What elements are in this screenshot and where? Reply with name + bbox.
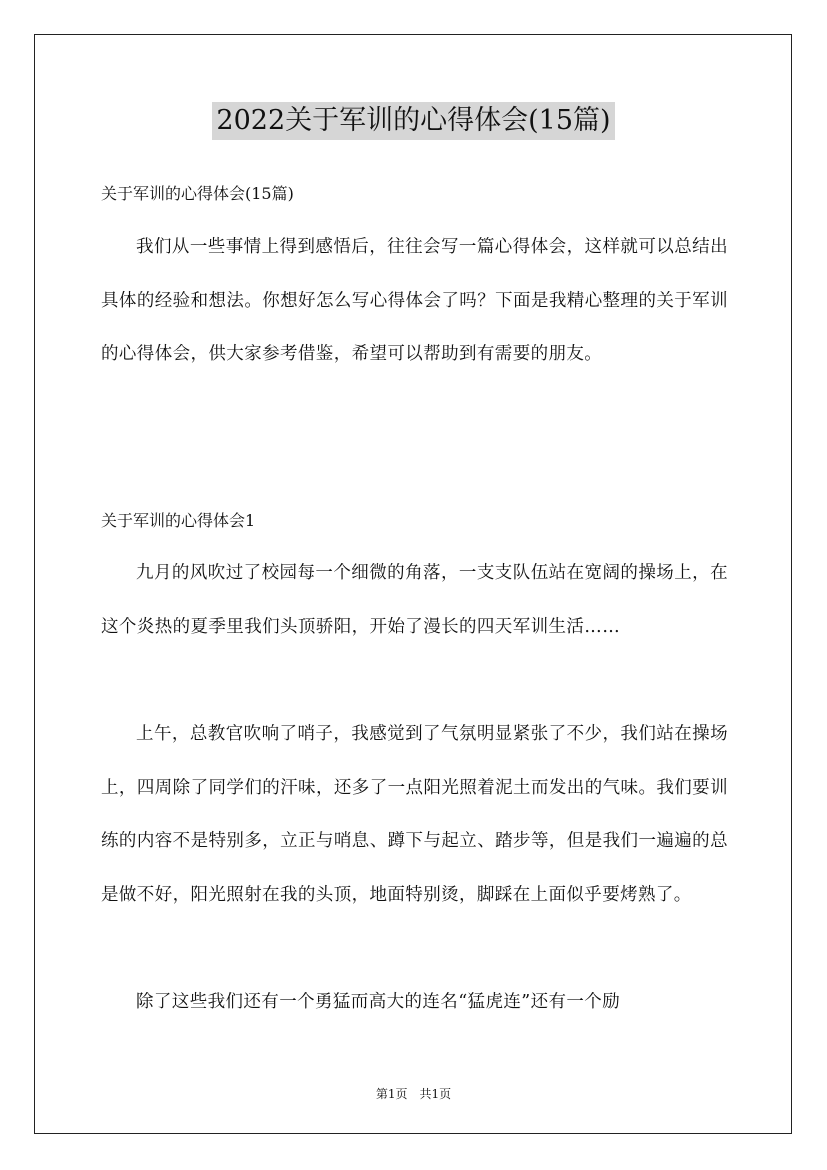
body-paragraph: 九月的风吹过了校园每一个细微的角落，一支支队伍站在宽阔的操场上，在这个炎热的夏季里我们头顶骄阳，开始了漫长的四天军训生活…… [101, 563, 728, 637]
body-paragraph: 除了这些我们还有一个勇猛而高大的连名“猛虎连”还有一个励 [136, 992, 621, 1012]
page-footer: 第1页 共1页 [375, 1087, 452, 1101]
document-title [0, 102, 827, 140]
document-title-text: 2022关于军训的心得体会(15篇) [212, 102, 614, 140]
section-heading: 关于军训的心得体会1 [101, 511, 256, 530]
intro-paragraph: 我们从一些事情上得到感悟后，往往会写一篇心得体会，这样就可以总结出具体的经验和想法。你想好怎么写心得体会了吗？下面是我精心整理的关于军训的心得体会，供大家参考借鉴，希望可以帮助到有需要的朋友。 [101, 237, 728, 364]
body-paragraph: 上午，总教官吹响了哨子，我感觉到了气氛明显紧张了不少，我们站在操场上，四周除了同学们的汗味，还多了一点阳光照着泥土而发出的气味。我们要训练的内容不是特别多，立正与哨息、蹲下与起立、踏步等，但是我们一遍遍的总是做不好，阳光照射在我的头顶，地面特别烫，脚踩在上面似乎要烤熟了。 [101, 724, 728, 905]
document-subtitle: 关于军训的心得体会(15篇) [101, 184, 294, 203]
